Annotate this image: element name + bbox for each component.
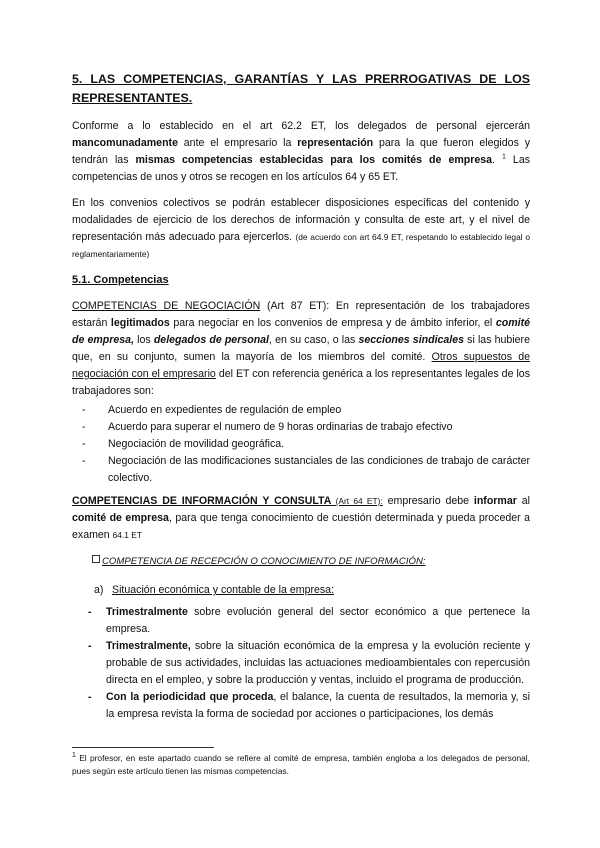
checkbox-icon	[92, 555, 100, 563]
paragraph-negociacion: COMPETENCIAS DE NEGOCIACIÓN (Art 87 ET): En representación de los trabajadores estarán legitimados para negociar en los convenios de empresa y de ámbito inferior, el comité de empresa, los delegados de personal, en su caso, o las secciones sindicales si las hubiere que, en su conjunto, sumen la mayoría de los miembros del comité. Otros supuestos de negociación con el empresario del ET con referencia genérica a los representantes legales de los trabajadores son:	[72, 300, 530, 397]
heading-negociacion: COMPETENCIAS DE NEGOCIACIÓN	[72, 300, 261, 312]
list-item: - Acuerdo en expedientes de regulación de empleo	[108, 402, 530, 419]
document-body	[72, 70, 530, 723]
paragraph-representation: Conforme a lo establecido en el art 62.2 ET, los delegados de personal ejercerán mancomunadamente ante el empresario la representación para la que fueron elegidos y tendrán las mismas competencias establecidas para los comités de empresa. $^1$ Las competencias de unos y otros se recogen en los artículos 64 y 65 ET.	[72, 120, 531, 183]
footnote-divider	[72, 747, 214, 748]
list-item: - Trimestralmente, sobre la situación económica de la empresa y la evolución reciente y probable de sus actividades, incluidas las actuaciones medioambientales con repercusión directa en el empleo, y sobre la producción y ventas, incluido el programa de producción.	[106, 638, 530, 689]
page-title: 5. LAS COMPETENCIAS, GARANTÍAS Y LAS PRERROGATIVAS DE LOS REPRESENTANTES.	[72, 72, 530, 105]
economic-info-list	[72, 604, 530, 723]
list-item: - Acuerdo para superar el numero de 9 horas ordinarias de trabajo efectivo	[108, 419, 530, 436]
list-item: - Trimestralmente sobre evolución general del sector económico a que pertenece la empresa.	[106, 604, 530, 638]
footnote-ref[interactable]: 1	[502, 153, 506, 161]
recepcion-heading: COMPETENCIA DE RECEPCIÓN O CONOCIMIENTO DE INFORMACIÓN:	[92, 553, 530, 570]
list-item: - Negociación de las modificaciones sustanciales de las condiciones de trabajo de carácter colectivo.	[108, 453, 530, 487]
heading-informacion: COMPETENCIAS DE INFORMACIÓN Y CONSULTA	[72, 495, 332, 507]
paragraph-informacion: COMPETENCIAS DE INFORMACIÓN Y CONSULTA (Art 64 ET): empresario debe informar al comité de empresa, para que tenga conocimiento de cuestión determinada y pueda proceder a examen 64.1 ET	[72, 495, 530, 541]
list-item: - Con la periodicidad que proceda, el balance, la cuenta de resultados, la memoria y, si la empresa revista la forma de sociedad por acciones o participaciones, los demás	[106, 689, 530, 723]
subsection-a: a) Situación económica y contable de la empresa:	[94, 584, 335, 596]
section-heading: 5.1. Competencias	[72, 274, 169, 286]
paragraph-convenios: En los convenios colectivos se podrán establecer disposiciones específicas del contenido y modalidades de ejercicio de los derechos de información y consulta de este art, y el nivel de representación más adecuado para ejercerlos. (de acuerdo con art 64.9 ET, respetando lo establecido legal o reglamentariamente)	[72, 197, 531, 259]
list-item: - Negociación de movilidad geográfica.	[108, 436, 530, 453]
negotiation-list	[72, 402, 530, 487]
footnote: $^1$ El profesor, en este apartado cuando se refiere al comité de empresa, también engloba a los delegados de personal, pues según este artículo tienen las mismas competencias.	[72, 752, 530, 776]
